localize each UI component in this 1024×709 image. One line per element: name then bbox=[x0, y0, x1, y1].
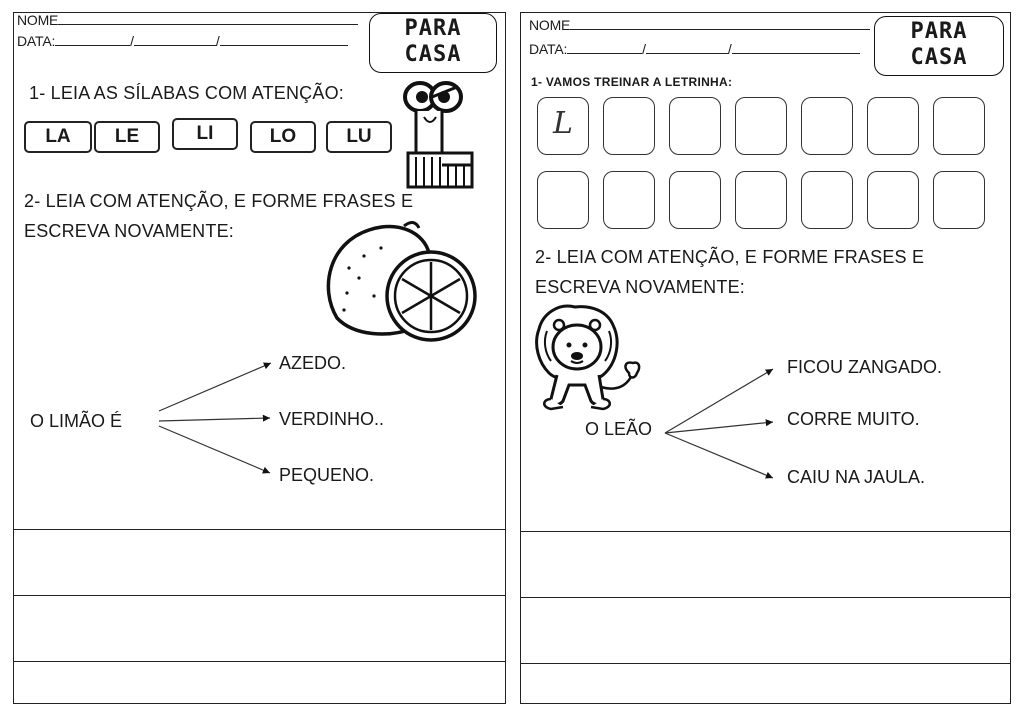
date-label: DATA: bbox=[529, 41, 568, 57]
syllable-lo: LO bbox=[250, 121, 316, 153]
syllable-la: LA bbox=[24, 121, 92, 153]
sentence-subject: O LIMÃO É bbox=[30, 411, 123, 431]
question-2-line-2: ESCREVA NOVAMENTE: bbox=[24, 221, 234, 241]
syllable-lu: LU bbox=[326, 121, 392, 153]
name-label: NOME bbox=[17, 12, 59, 28]
date-field[interactable]: DATA: / / bbox=[529, 41, 860, 57]
writing-line-1 bbox=[14, 529, 505, 530]
option-pequeno: PEQUENO. bbox=[279, 465, 375, 485]
date-field[interactable]: DATA: / / bbox=[17, 33, 348, 49]
writing-line-2 bbox=[14, 595, 505, 596]
option-verdinho: VERDINHO.. bbox=[279, 409, 385, 429]
syllable-li: LI bbox=[172, 118, 238, 150]
connector-arrows bbox=[521, 13, 1012, 513]
option-caiu-na-jaula: CAIU NA JAULA. bbox=[787, 467, 926, 487]
question-2-line-1: 2- LEIA COM ATENÇÃO, E FORME FRASES E bbox=[535, 247, 925, 267]
worksheet-left bbox=[13, 12, 506, 704]
badge-line-2: CASA bbox=[404, 42, 462, 67]
question-1: 1- LEIA AS SÍLABAS COM ATENÇÃO: bbox=[29, 83, 344, 103]
question-2-line-2: ESCREVA NOVAMENTE: bbox=[535, 277, 745, 297]
worksheet-right bbox=[520, 12, 1011, 704]
date-label: DATA: bbox=[17, 33, 56, 49]
sentence-subject: O LEÃO bbox=[585, 419, 653, 439]
badge-line-1: PARA bbox=[910, 19, 968, 44]
question-1: 1- VAMOS TREINAR A LETRINHA: bbox=[531, 75, 733, 89]
option-corre-muito: CORRE MUITO. bbox=[787, 409, 920, 429]
writing-line-3 bbox=[14, 661, 505, 662]
name-label: NOME bbox=[529, 17, 571, 33]
badge-line-1: PARA bbox=[404, 16, 462, 41]
writing-line-2 bbox=[521, 597, 1010, 598]
question-2-line-1: 2- LEIA COM ATENÇÃO, E FORME FRASES E bbox=[24, 191, 414, 211]
option-azedo: AZEDO. bbox=[279, 353, 347, 373]
writing-line-3 bbox=[521, 663, 1010, 664]
writing-line-1 bbox=[521, 531, 1010, 532]
trace-letter: L bbox=[553, 106, 573, 141]
option-ficou-zangado: FICOU ZANGADO. bbox=[787, 357, 943, 377]
badge-line-2: CASA bbox=[910, 45, 968, 70]
syllable-le: LE bbox=[94, 121, 160, 153]
connector-arrows bbox=[14, 13, 507, 513]
